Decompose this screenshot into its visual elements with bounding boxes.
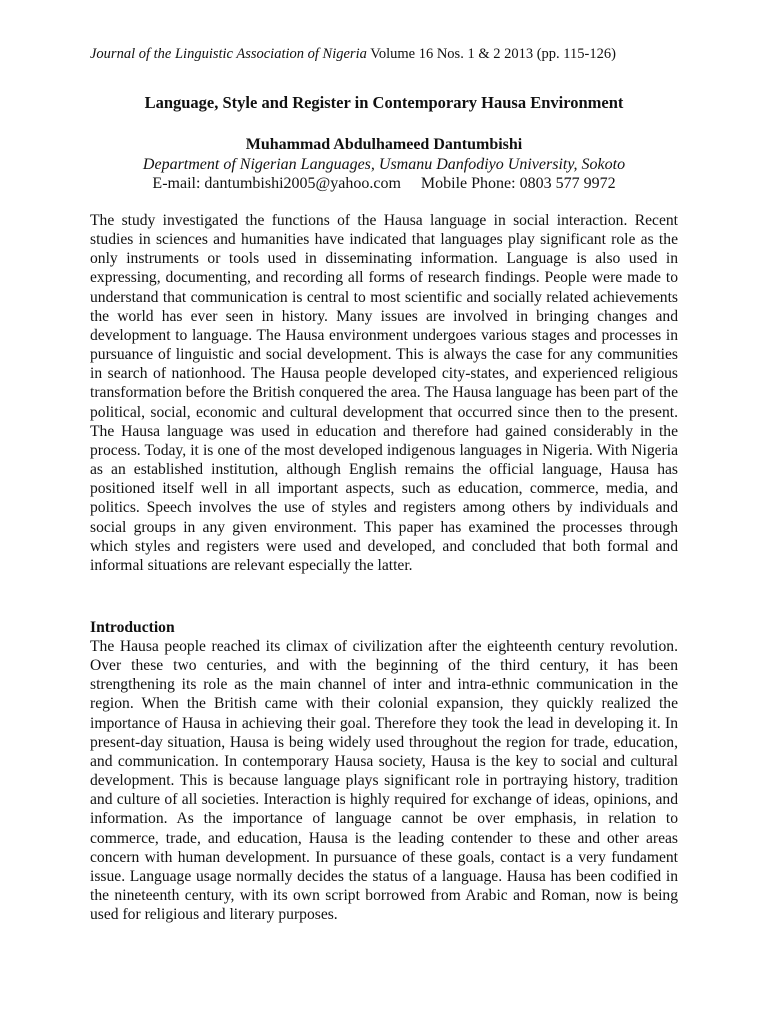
author-name: Muhammad Abdulhameed Dantumbishi: [245, 136, 523, 153]
author-block: [0, 135, 768, 194]
author-affiliation: Department of Nigerian Languages, Usmanu Danfodiyo University, Sokoto: [142, 155, 626, 173]
abstract: [90, 211, 678, 575]
journal-name: Journal of the Linguistic Association of Nigeria: [90, 46, 367, 62]
volume-info: Volume 16 Nos. 1 & 2 2013 (pp. 115-126): [370, 46, 616, 62]
journal-header: [90, 44, 690, 64]
introduction-paragraph: The Hausa people reached its climax of civilization after the eighteenth century revolution. Over these two centuries, and with the beginning of the third century, it has been strengthening its role as the main channel of inter and intra-ethnic communication in the region. When the British came with their colonial expansion, they quickly realized the importance of Hausa in achieving their goal. Therefore they took the lead in developing it. In present-day situation, Hausa is being widely used throughout the region for trade, education, and communication. In contemporary Hausa society, Hausa is the key to social and cultural development. This is because language plays significant role in portraying history, tradition and culture of all societies. Interaction is highly required for exchange of ideas, opinions, and information. As the importance of language cannot be over emphasis, in relation to commerce, trade, and education, Hausa is the leading contender to these and other areas concern with human development. In pursuance of these goals, contact is a very fundament issue. Language usage normally decides the status of a language. Hausa has been codified in the nineteenth century, with its own script borrowed from Arabic and Roman, now is being used for religious and literary purposes.: [90, 638, 678, 924]
article-title: Language, Style and Register in Contemporary Hausa Environment: [144, 93, 624, 112]
author-email: E-mail: dantumbishi2005@yahoo.com: [152, 175, 401, 192]
introduction-section: [90, 637, 678, 924]
abstract-paragraph: The study investigated the functions of the Hausa language in social interaction. Recent studies in sciences and humanities have indicated that languages play significant role as the only instruments or tools used in disseminating information. Language is also used in expressing, documenting, and recording all forms of research findings. People were made to understand that communication is central to most scientific and socially related achievements the world has ever seen in history. Many issues are involved in bringing changes and development to language. The Hausa environment undergoes various stages and processes in pursuance of linguistic and social development. This is always the case for any communities in search of nationhood. The Hausa people developed city-states, and experienced religious transformation before the British conquered the area. The Hausa language has been part of the political, social, economic and cultural development that occurred since then to the present. The Hausa language was used in education and therefore had gained considerably in the process. Today, it is one of the most developed indigenous languages in Nigeria. With Nigeria as an established institution, although English remains the official language, Hausa has positioned itself well in all important aspects, such as education, commerce, media, and politics. Speech involves the use of styles and registers among others by individuals and social groups in any given environment. This paper has examined the processes through which styles and registers were used and developed, and concluded that both formal and informal situations are relevant especially the latter.: [90, 212, 678, 574]
author-phone: Mobile Phone: 0803 577 9972: [420, 175, 616, 192]
introduction-heading: Introduction: [90, 619, 175, 636]
author-contact: [0, 174, 768, 194]
